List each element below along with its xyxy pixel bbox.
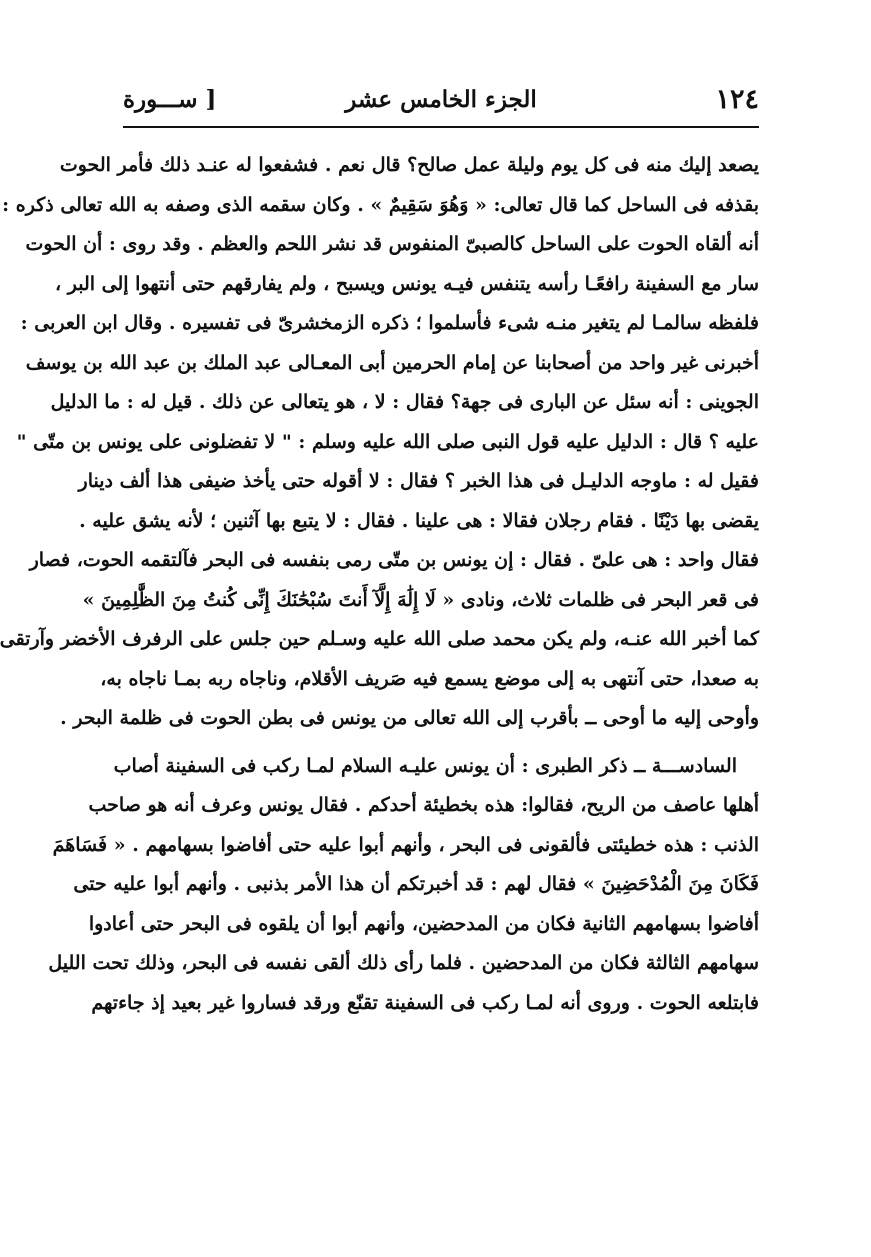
text-line: يقضى بها دَيْنًا . فقام رجلان فقالا : هى علينا . فقال : لا يتبع بها آثنين ؛ لأنه يشق عليه . bbox=[79, 509, 759, 532]
body-text bbox=[0, 146, 759, 1023]
text-line: فقيل له : ماوجه الدليـل فى هذا الخبر ؟ فقال : لا أقوله حتى يأخذ ضيفى هذا ألف دينار bbox=[78, 470, 759, 492]
text-line: يصعد إليك منه فى كل يوم وليلة عمل صالح؟ قال نعم . فشفعوا له عنـد ذلك فأمر الحوت bbox=[59, 154, 759, 176]
text-line: فابتلعه الحوت . وروى أنه لمـا ركب فى السفينة تقنّع ورقد فساروا غير بعيد إذ جاءتهم bbox=[91, 991, 759, 1014]
text-line: الجوينى : أنه سئل عن البارى فى جهة؟ فقال : لا ، هو يتعالى عن ذلك . قيل له : ما الدليل bbox=[50, 391, 759, 413]
text-line: كما أخبر الله عنـه، ولم يكن محمد صلى الله عليه وسـلم حين جلس على الرفرف الأخضر وآرتقى bbox=[0, 628, 759, 650]
text-line: به صعدا، حتى آنتهى به إلى موضع يسمع فيه صَريف الأقلام، وناجاه ربه بمـا ناجاه به، bbox=[100, 667, 759, 690]
text-line: أنه ألقاه الحوت على الساحل كالصبىّ المنفوس قد نشر اللحم والعظم . وقد روى : أن الحوت bbox=[25, 233, 759, 255]
text-line: بقذفه فى الساحل كما قال تعالى: « وَهُوَ سَقِيمٌ » . وكان سقمه الذى وصفه به الله تعالى ذكره : bbox=[2, 193, 759, 216]
text-line: السادســـة ــ ذكر الطبرى : أن يونس عليـه السلام لمـا ركب فى السفينة أصاب bbox=[113, 754, 737, 777]
page-number: ١٢٤ bbox=[715, 84, 759, 115]
text-line: فقال واحد : هى علىّ . فقال : إن يونس بن متّى رمى بنفسه فى البحر فآلتقمه الحوت، فصار bbox=[29, 549, 759, 571]
text-line: الذنب : هذه خطيئتى فألقونى فى البحر ، وأنهم أبوا عليه حتى أفاضوا بسهامهم . « فَسَاهَمَ bbox=[52, 833, 759, 856]
text-line: سار مع السفينة رافعًـا رأسه يتنفس فيـه يونس ويسبح ، ولم يفارقهم حتى أنتهوا إلى البر ، bbox=[55, 272, 759, 295]
paragraph-1 bbox=[0, 146, 759, 739]
text-line: أهلها عاصف من الريح، فقالوا: هذه بخطيئة أحدكم . فقال يونس وعرف أنه هو صاحب bbox=[88, 794, 759, 816]
running-header bbox=[123, 82, 759, 122]
text-line: عليه ؟ قال : الدليل عليه قول النبى صلى الله عليه وسلم : " لا تفضلونى على يونس بن متّى " bbox=[16, 430, 759, 453]
paragraph-2 bbox=[48, 747, 759, 1024]
text-line: سهامهم الثالثة فكان من المدحضين . فلما رأى ذلك ألقى نفسه فى البحر، وذلك تحت الليل bbox=[48, 952, 759, 974]
text-line: فلفظه سالمـا لم يتغير منـه شىء فأسلموا ؛ ذكره الزمخشرىّ فى تفسيره . وقال ابن العربى : bbox=[20, 312, 759, 334]
surah-label: [ ســـورة bbox=[123, 86, 217, 113]
text-line: فَكَانَ مِنَ الْمُدْحَضِينَ » فقال لهم : قد أخبرتكم أن هذا الأمر بذنبى . وأنهم أبوا عليه حتى bbox=[73, 873, 759, 895]
text-line: أفاضوا بسهامهم الثانية فكان من المدحضين، وأنهم أبوا أن يلقوه فى البحر حتى أعادوا bbox=[88, 912, 759, 935]
text-line: وأوحى إليه ما أوحى ــ بأقرب إلى الله تعالى من يونس فى بطن الحوت فى ظلمة البحر . bbox=[60, 707, 759, 729]
header-rule bbox=[123, 126, 759, 128]
text-line: أخبرنى غير واحد من أصحابنا عن إمام الحرمين أبى المعـالى عبد الملك بن عبد الله بن يوسف bbox=[25, 351, 759, 374]
part-title: الجزء الخامس عشر bbox=[345, 86, 537, 113]
text-line: فى قعر البحر فى ظلمات ثلاث، ونادى « لَا إِلَٰهَ إِلَّآ أَنتَ سُبْحَٰنَكَ إِنِّى كُنتُ مِنَ الظَّٰلِمِينَ » bbox=[82, 588, 759, 611]
